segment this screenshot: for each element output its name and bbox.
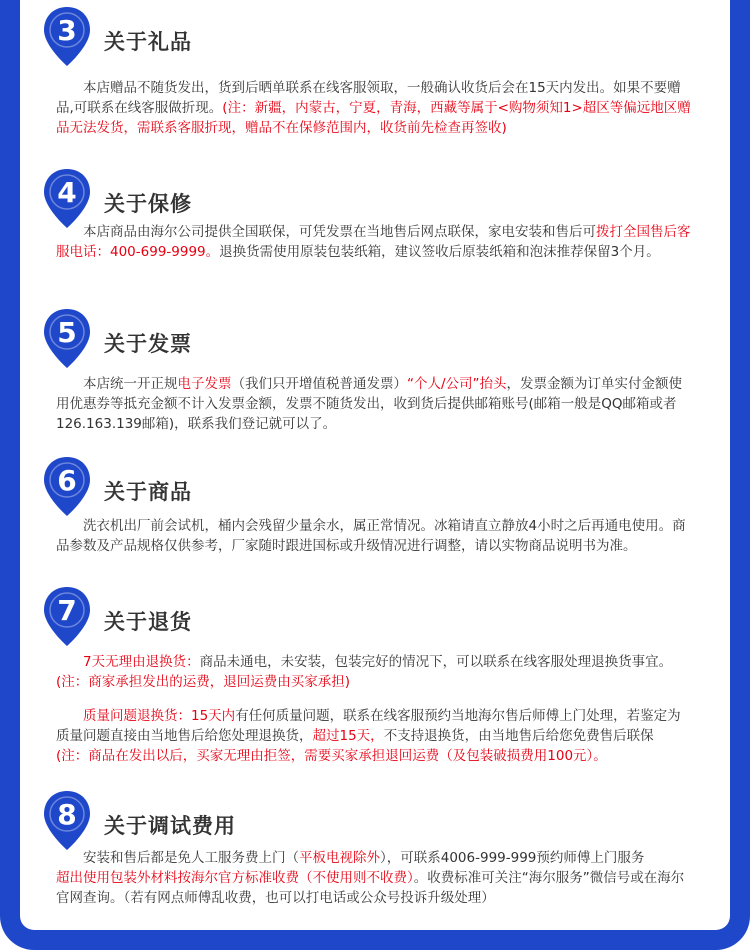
section-header: [20, 790, 730, 850]
location-pin-number-icon: [42, 790, 92, 852]
section-paragraph: [56, 848, 692, 868]
section-title: 关于发票: [104, 332, 192, 356]
section-number: 3: [57, 14, 77, 47]
highlight-text: 超过15天，: [312, 728, 384, 744]
highlight-text: (注：商品在发出以后，买家无理由拒签，需要买家承担退回运费（及包装破损费用100元）。: [56, 748, 607, 764]
body-text: 本店商品由海尔公司提供全国联保，可凭发票在当地售后网点联保，家电安装和售后可: [83, 224, 596, 240]
section-paragraph: [56, 652, 692, 672]
section-title: 关于保修: [104, 192, 192, 216]
section-body: [20, 516, 730, 556]
section-paragraph: [56, 868, 692, 908]
section-paragraph: [56, 706, 692, 746]
section-body: [20, 78, 730, 138]
body-text: 。收费标准可关注“海尔服务”微信号或在海尔官网查询。（若有网点师傅乱收费，也可以打电话或公众号投诉升级处理）: [56, 870, 685, 906]
highlight-text: 质量问题退换货：15天内: [83, 708, 236, 724]
highlight-text: 拨打全国售后客服电话：400-699-9999。: [56, 224, 691, 260]
highlight-text: 电子发票: [177, 376, 232, 392]
location-pin-number-icon: [42, 456, 92, 518]
section-invoice: [20, 308, 730, 434]
body-text: 洗衣机出厂前会试机，桶内会残留少量余水，属正常情况。冰箱请直立静放4小时之后再通电使用。商品参数及产品规格仅供参考，厂家随时跟进国标或升级情况进行调整，请以实物商品说明书为准。: [56, 518, 686, 554]
section-paragraph: [56, 222, 692, 262]
section-paragraph: [56, 374, 692, 434]
section-body: [20, 848, 730, 908]
section-title: 关于商品: [104, 480, 192, 504]
highlight-text: 超出使用包装外材料按海尔官方标准收费（不使用则不收费）: [56, 870, 414, 886]
section-number: 5: [57, 316, 77, 349]
section-title: 关于礼品: [104, 30, 192, 54]
section-number: 8: [57, 798, 77, 831]
body-text: ，发票金额为订单实付金额使用优惠券等抵充金额不计入发票金额，发票不随货发出，收到货后提供邮箱账号(邮箱一般是QQ邮箱或者126.163.139邮箱)，联系我们登记就可以了。: [56, 376, 683, 432]
section-paragraph: [56, 746, 692, 766]
highlight-text: 7天无理由退换货：: [83, 654, 200, 670]
section-body: [20, 374, 730, 434]
body-text: （我们只开增值税普通发票）: [231, 376, 407, 392]
highlight-text: (注：商家承担发出的运费，退回运费由买家承担): [56, 674, 351, 690]
section-body: [20, 652, 730, 766]
section-header: [20, 456, 730, 516]
body-text: 有任何质量问题，联系在线客服预约当地海尔售后师傅上门处理，若鉴定为质量问题直接由当地售后给您处理退换货，: [56, 708, 681, 744]
section-number: 6: [57, 464, 77, 497]
highlight-text: (注：新疆，内蒙古，宁夏，青海，西藏等属于<购物须知1>超区等偏远地区赠品无法发货，需联系客服折现，赠品不在保修范围内，收货前先检查再签收): [56, 100, 691, 136]
body-text: 不支持退换货，由当地售后给您免费售后联保: [383, 728, 654, 744]
section-header: [20, 6, 730, 66]
body-text: 商品未通电，未安装，包装完好的情况下，可以联系在线客服处理退换货事宜。: [199, 654, 673, 670]
body-text: 本店赠品不随货发出，货到后晒单联系在线客服领取，一般确认收货后会在15天内发出。如果不要赠品,可联系在线客服做折现。: [56, 80, 681, 116]
location-pin-number-icon: [42, 6, 92, 68]
section-header: [20, 308, 730, 368]
section-number: 4: [57, 176, 77, 209]
body-text: ），可联系4006-999-999预约师傅上门服务: [380, 850, 645, 866]
section-paragraph: [56, 516, 692, 556]
section-paragraph: [56, 78, 692, 138]
section-header: [20, 586, 730, 646]
section-installation-fees: [20, 790, 730, 908]
section-returns: [20, 586, 730, 766]
body-text: 安装和售后都是免人工服务费上门（: [83, 850, 299, 866]
body-text: 退换货需使用原装包装纸箱，建议签收后原装纸箱和泡沫推荐保留3个月。: [219, 244, 660, 260]
section-number: 7: [57, 594, 77, 627]
highlight-text: 平板电视除外: [299, 850, 380, 866]
section-paragraph: [56, 672, 692, 692]
section-title: 关于退货: [104, 610, 192, 634]
highlight-text: “个人/公司”抬头: [407, 376, 507, 392]
body-text: 本店统一开正规: [83, 376, 178, 392]
section-warranty: [20, 168, 730, 262]
location-pin-number-icon: [42, 586, 92, 648]
section-body: [20, 222, 730, 262]
section-header: [20, 168, 730, 228]
location-pin-number-icon: [42, 308, 92, 370]
section-gifts: [20, 6, 730, 138]
section-products: [20, 456, 730, 556]
location-pin-number-icon: [42, 168, 92, 230]
section-title: 关于调试费用: [104, 814, 236, 838]
